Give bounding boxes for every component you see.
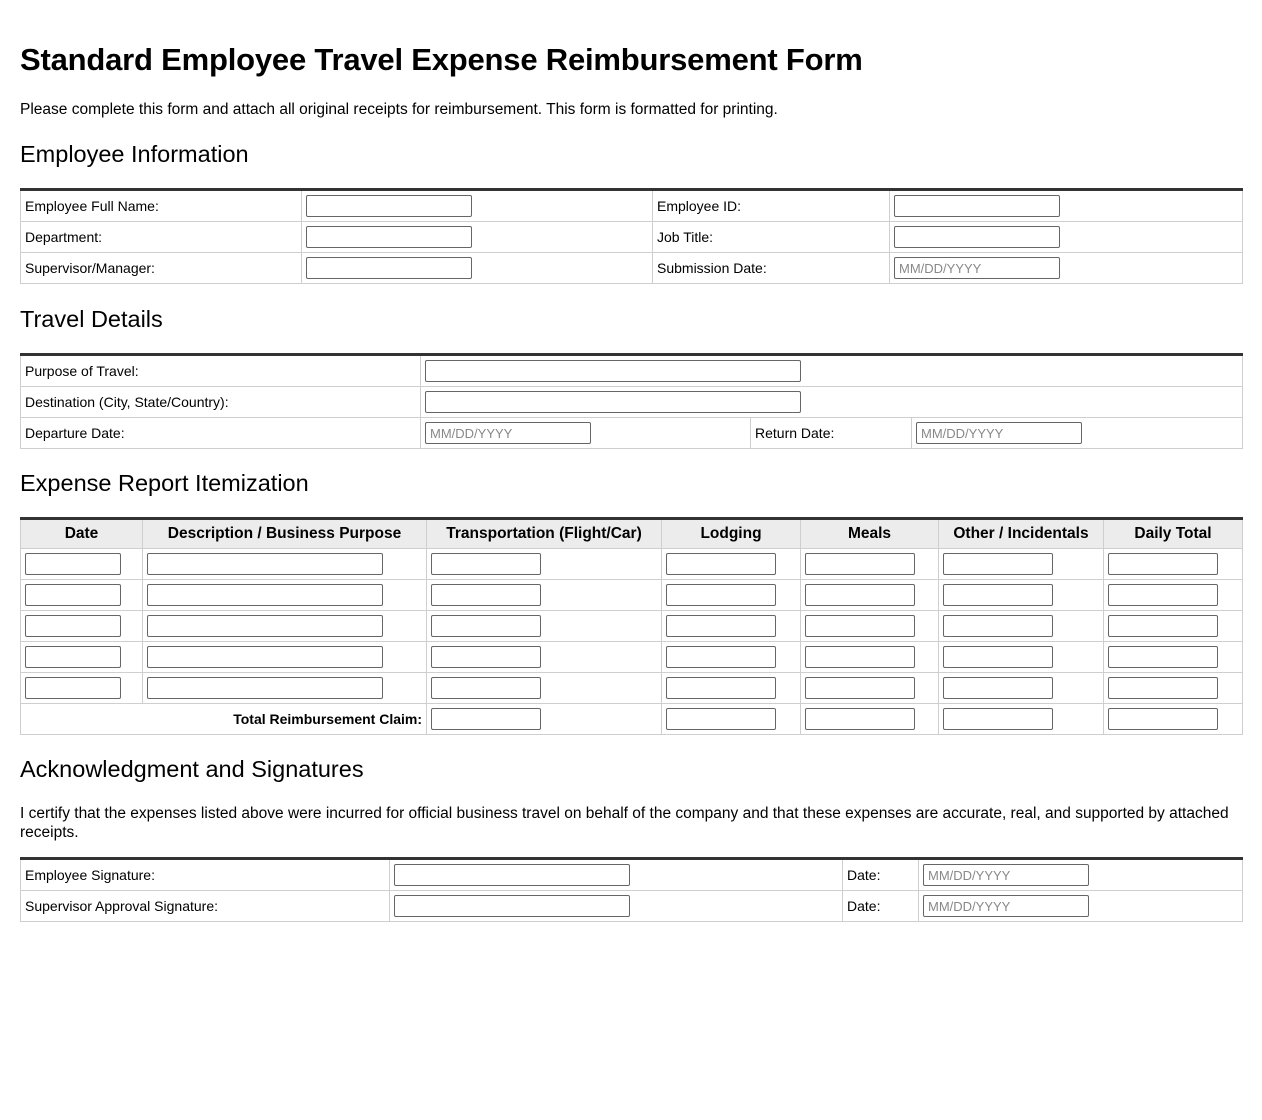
meals-field[interactable] — [805, 553, 915, 575]
submission-date-label: Submission Date: — [653, 253, 890, 284]
date-field[interactable] — [25, 677, 121, 699]
employee-signature-label: Employee Signature: — [21, 859, 390, 891]
description-field[interactable] — [147, 646, 383, 668]
signature-table — [20, 857, 1243, 922]
total-lodging-field[interactable] — [666, 708, 776, 730]
department-field[interactable] — [306, 226, 472, 248]
other-field[interactable] — [943, 615, 1053, 637]
lodging-field[interactable] — [666, 584, 776, 606]
total-other-field[interactable] — [943, 708, 1053, 730]
expense-itemization-heading: Expense Report Itemization — [20, 470, 309, 496]
travel-details-heading: Travel Details — [20, 306, 163, 332]
supervisor-signature-label: Supervisor Approval Signature: — [21, 891, 390, 922]
full-name-label: Employee Full Name: — [21, 190, 302, 222]
table-row — [21, 222, 1243, 253]
description-field[interactable] — [147, 677, 383, 699]
employee-date-label: Date: — [843, 859, 919, 891]
table-row — [21, 190, 1243, 222]
column-header-other: Other / Incidentals — [939, 519, 1104, 549]
expense-table — [20, 517, 1243, 735]
table-row — [21, 891, 1243, 922]
description-field[interactable] — [147, 615, 383, 637]
expense-row — [21, 642, 1243, 673]
supervisor-signature-date-field[interactable] — [923, 895, 1089, 917]
table-row — [21, 387, 1243, 418]
supervisor-field[interactable] — [306, 257, 472, 279]
lodging-field[interactable] — [666, 615, 776, 637]
date-field[interactable] — [25, 584, 121, 606]
table-row — [21, 253, 1243, 284]
employee-id-label: Employee ID: — [653, 190, 890, 222]
transportation-field[interactable] — [431, 553, 541, 575]
other-field[interactable] — [943, 584, 1053, 606]
column-header-date: Date — [21, 519, 143, 549]
supervisor-signature-field[interactable] — [394, 895, 630, 917]
meals-field[interactable] — [805, 646, 915, 668]
job-title-field[interactable] — [894, 226, 1060, 248]
supervisor-date-label: Date: — [843, 891, 919, 922]
expense-row — [21, 611, 1243, 642]
meals-field[interactable] — [805, 615, 915, 637]
date-field[interactable] — [25, 615, 121, 637]
lodging-field[interactable] — [666, 646, 776, 668]
meals-field[interactable] — [805, 584, 915, 606]
date-field[interactable] — [25, 553, 121, 575]
lodging-field[interactable] — [666, 553, 776, 575]
job-title-label: Job Title: — [653, 222, 890, 253]
employee-signature-field[interactable] — [394, 864, 630, 886]
submission-date-field[interactable] — [894, 257, 1060, 279]
return-date-field[interactable] — [916, 422, 1082, 444]
transportation-field[interactable] — [431, 677, 541, 699]
destination-label: Destination (City, State/Country): — [21, 387, 421, 418]
certification-text: I certify that the expenses listed above were incurred for official business travel on behalf of the company and that these expenses are accurate, real, and supported by attached receipts. — [20, 805, 1229, 841]
page-title: Standard Employee Travel Expense Reimbursement Form — [20, 42, 863, 77]
column-header-transportation: Transportation (Flight/Car) — [427, 519, 662, 549]
purpose-label: Purpose of Travel: — [21, 355, 421, 387]
total-claim-label: Total Reimbursement Claim: — [21, 704, 427, 735]
daily-total-field[interactable] — [1108, 677, 1218, 699]
expense-total-row — [21, 704, 1243, 735]
transportation-field[interactable] — [431, 615, 541, 637]
meals-field[interactable] — [805, 677, 915, 699]
daily-total-field[interactable] — [1108, 584, 1218, 606]
return-date-label: Return Date: — [751, 418, 912, 449]
department-label: Department: — [21, 222, 302, 253]
daily-total-field[interactable] — [1108, 553, 1218, 575]
other-field[interactable] — [943, 677, 1053, 699]
column-header-description: Description / Business Purpose — [143, 519, 427, 549]
transportation-field[interactable] — [431, 584, 541, 606]
date-field[interactable] — [25, 646, 121, 668]
employee-signature-date-field[interactable] — [923, 864, 1089, 886]
other-field[interactable] — [943, 553, 1053, 575]
supervisor-label: Supervisor/Manager: — [21, 253, 302, 284]
daily-total-field[interactable] — [1108, 615, 1218, 637]
travel-details-table — [20, 353, 1243, 449]
expense-row — [21, 549, 1243, 580]
column-header-lodging: Lodging — [662, 519, 801, 549]
employee-info-heading: Employee Information — [20, 141, 249, 167]
table-row — [21, 859, 1243, 891]
employee-id-field[interactable] — [894, 195, 1060, 217]
acknowledgment-heading: Acknowledgment and Signatures — [20, 756, 364, 782]
lodging-field[interactable] — [666, 677, 776, 699]
expense-row — [21, 673, 1243, 704]
column-header-daily-total: Daily Total — [1104, 519, 1243, 549]
total-meals-field[interactable] — [805, 708, 915, 730]
intro-text: Please complete this form and attach all original receipts for reimbursement. This form is formatted for printing. — [20, 101, 778, 118]
destination-field[interactable] — [425, 391, 801, 413]
table-row — [21, 418, 1243, 449]
table-row — [21, 355, 1243, 387]
purpose-field[interactable] — [425, 360, 801, 382]
column-header-meals: Meals — [801, 519, 939, 549]
expense-row — [21, 580, 1243, 611]
full-name-field[interactable] — [306, 195, 472, 217]
total-transportation-field[interactable] — [431, 708, 541, 730]
description-field[interactable] — [147, 584, 383, 606]
daily-total-field[interactable] — [1108, 646, 1218, 668]
other-field[interactable] — [943, 646, 1053, 668]
description-field[interactable] — [147, 553, 383, 575]
expense-header-row — [21, 519, 1243, 549]
employee-info-table — [20, 188, 1243, 284]
departure-date-field[interactable] — [425, 422, 591, 444]
departure-date-label: Departure Date: — [21, 418, 421, 449]
transportation-field[interactable] — [431, 646, 541, 668]
grand-total-field[interactable] — [1108, 708, 1218, 730]
